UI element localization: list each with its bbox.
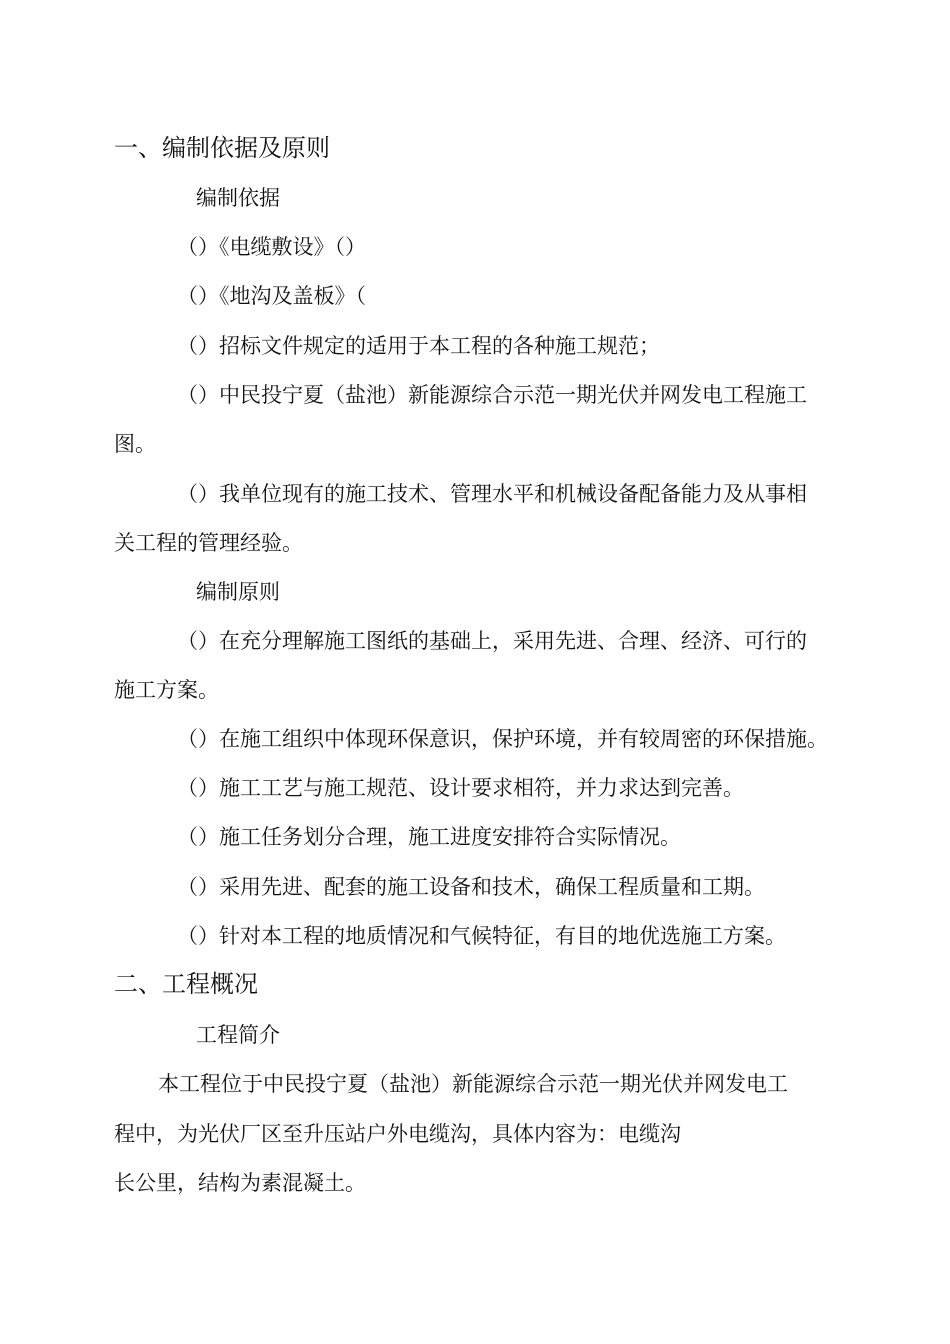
list-item: （）施工工艺与施工规范、设计要求相符，并力求达到完善。 bbox=[177, 776, 744, 800]
list-item: （）中民投宁夏（盐池）新能源综合示范一期光伏并网发电工程施工 bbox=[177, 383, 807, 407]
list-item: （）我单位现有的施工技术、管理水平和机械设备配备能力及从事相 bbox=[177, 482, 807, 506]
paragraph-line: 长公里，结构为素混凝土。 bbox=[114, 1171, 366, 1195]
section-heading: 一、编制依据及原则 bbox=[114, 134, 330, 162]
paragraph-line: 本工程位于中民投宁夏（盐池）新能源综合示范一期光伏并网发电工 bbox=[158, 1072, 788, 1096]
list-item-continuation: 关工程的管理经验。 bbox=[114, 531, 303, 555]
list-item: （）采用先进、配套的施工设备和技术，确保工程质量和工期。 bbox=[177, 875, 765, 899]
list-item: （）在充分理解施工图纸的基础上，采用先进、合理、经济、可行的 bbox=[177, 629, 807, 653]
list-item: （）针对本工程的地质情况和气候特征，有目的地优选施工方案。 bbox=[177, 924, 786, 948]
list-item: （）《电缆敷设》（） bbox=[177, 235, 366, 259]
list-item-continuation: 图。 bbox=[114, 432, 156, 456]
subsection-title: 编制原则 bbox=[196, 580, 280, 604]
list-item: （）《地沟及盖板》（ bbox=[177, 284, 366, 308]
subsection-title: 编制依据 bbox=[196, 186, 280, 210]
list-item: （）在施工组织中体现环保意识，保护环境，并有较周密的环保措施。 bbox=[177, 727, 828, 751]
paragraph-line: 程中，为光伏厂区至升压站户外电缆沟，具体内容为：电缆沟 bbox=[114, 1122, 681, 1146]
section-heading: 二、工程概况 bbox=[114, 970, 258, 998]
list-item-continuation: 施工方案。 bbox=[114, 678, 219, 702]
list-item: （）招标文件规定的适用于本工程的各种施工规范； bbox=[177, 334, 660, 358]
subsection-title: 工程简介 bbox=[196, 1023, 280, 1047]
list-item: （）施工任务划分合理，施工进度安排符合实际情况。 bbox=[177, 825, 681, 849]
